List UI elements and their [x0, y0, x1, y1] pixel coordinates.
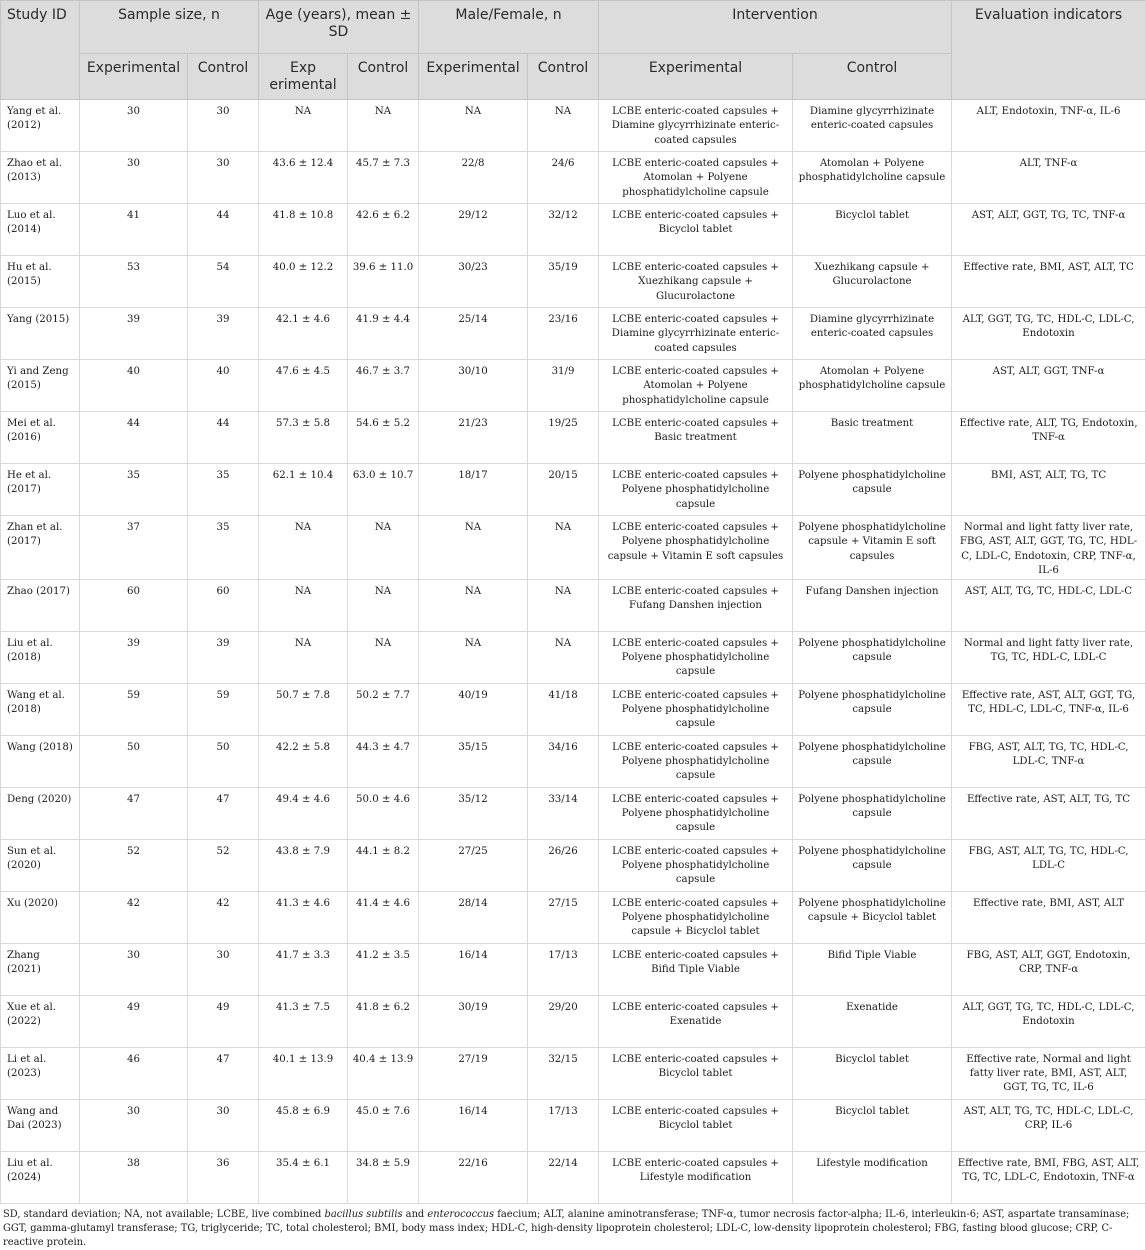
- sample-control-cell: 30: [188, 1099, 259, 1151]
- study-id-cell: Liu et al. (2018): [1, 631, 80, 683]
- sex-control-cell: 17/13: [528, 943, 599, 995]
- intervention-experimental-cell: LCBE enteric-coated capsules + Polyene phosphatidylcholine capsule: [599, 839, 793, 891]
- subheader-sample-control: Control: [188, 54, 259, 100]
- sex-control-cell: NA: [528, 631, 599, 683]
- table-row: [1, 308, 1145, 360]
- intervention-experimental-cell: LCBE enteric-coated capsules + Polyene phosphatidylcholine capsule: [599, 787, 793, 839]
- evaluation-indicators-cell: AST, ALT, GGT, TNF-α: [952, 360, 1145, 412]
- sample-experimental-cell: 52: [80, 839, 188, 891]
- sample-control-cell: 47: [188, 1047, 259, 1099]
- intervention-experimental-cell: LCBE enteric-coated capsules + Basic treatment: [599, 412, 793, 464]
- age-control-cell: 50.0 ± 4.6: [348, 787, 419, 839]
- evaluation-indicators-cell: Effective rate, BMI, AST, ALT: [952, 891, 1145, 943]
- header-sample-size: Sample size, n: [80, 1, 259, 54]
- sample-control-cell: 35: [188, 464, 259, 516]
- evaluation-indicators-cell: ALT, GGT, TG, TC, HDL-C, LDL-C, Endotoxin: [952, 308, 1145, 360]
- header-age: Age (years), mean ± SD: [259, 1, 419, 54]
- age-experimental-cell: 57.3 ± 5.8: [259, 412, 348, 464]
- intervention-experimental-cell: LCBE enteric-coated capsules + Exenatide: [599, 995, 793, 1047]
- sample-control-cell: 39: [188, 308, 259, 360]
- intervention-experimental-cell: LCBE enteric-coated capsules + Atomolan + Polyene phosphatidylcholine capsule: [599, 360, 793, 412]
- sex-experimental-cell: 18/17: [419, 464, 528, 516]
- sex-experimental-cell: NA: [419, 100, 528, 152]
- age-control-cell: 42.6 ± 6.2: [348, 204, 419, 256]
- intervention-experimental-cell: LCBE enteric-coated capsules + Fufang Danshen injection: [599, 579, 793, 631]
- sample-experimental-cell: 39: [80, 631, 188, 683]
- sample-experimental-cell: 49: [80, 995, 188, 1047]
- study-id-cell: Xu (2020): [1, 891, 80, 943]
- study-id-cell: Zhao et al. (2013): [1, 152, 80, 204]
- intervention-control-cell: Xuezhikang capsule + Glucurolactone: [793, 256, 952, 308]
- sex-control-cell: 33/14: [528, 787, 599, 839]
- study-id-cell: Deng (2020): [1, 787, 80, 839]
- age-experimental-cell: NA: [259, 579, 348, 631]
- sex-control-cell: 31/9: [528, 360, 599, 412]
- table-row: [1, 891, 1145, 943]
- table-body: [1, 100, 1145, 1204]
- sex-control-cell: 34/16: [528, 735, 599, 787]
- subheader-age-control: Control: [348, 54, 419, 100]
- table-row: [1, 1099, 1145, 1151]
- table-row: [1, 204, 1145, 256]
- sample-control-cell: 39: [188, 631, 259, 683]
- sample-experimental-cell: 59: [80, 683, 188, 735]
- sample-experimental-cell: 39: [80, 308, 188, 360]
- evaluation-indicators-cell: AST, ALT, TG, TC, HDL-C, LDL-C, CRP, IL-6: [952, 1099, 1145, 1151]
- age-experimental-cell: 49.4 ± 4.6: [259, 787, 348, 839]
- sex-experimental-cell: 27/19: [419, 1047, 528, 1099]
- age-control-cell: 34.8 ± 5.9: [348, 1151, 419, 1203]
- sample-experimental-cell: 47: [80, 787, 188, 839]
- study-id-cell: Yang et al. (2012): [1, 100, 80, 152]
- sex-control-cell: 19/25: [528, 412, 599, 464]
- intervention-control-cell: Atomolan + Polyene phosphatidylcholine capsule: [793, 360, 952, 412]
- study-id-cell: Wang and Dai (2023): [1, 1099, 80, 1151]
- sex-experimental-cell: NA: [419, 579, 528, 631]
- sex-control-cell: NA: [528, 579, 599, 631]
- intervention-control-cell: Fufang Danshen injection: [793, 579, 952, 631]
- intervention-experimental-cell: LCBE enteric-coated capsules + Diamine glycyrrhizinate enteric-coated capsules: [599, 100, 793, 152]
- evaluation-indicators-cell: ALT, TNF-α: [952, 152, 1145, 204]
- evaluation-indicators-cell: AST, ALT, TG, TC, HDL-C, LDL-C: [952, 579, 1145, 631]
- table-row: [1, 683, 1145, 735]
- footnote-text-1: SD, standard deviation; NA, not available; LCBE, live combined: [3, 1209, 325, 1220]
- intervention-experimental-cell: LCBE enteric-coated capsules + Lifestyle modification: [599, 1151, 793, 1203]
- age-experimental-cell: NA: [259, 100, 348, 152]
- sex-experimental-cell: NA: [419, 631, 528, 683]
- intervention-control-cell: Polyene phosphatidylcholine capsule: [793, 631, 952, 683]
- intervention-control-cell: Basic treatment: [793, 412, 952, 464]
- table-row: [1, 464, 1145, 516]
- sample-control-cell: 50: [188, 735, 259, 787]
- sex-control-cell: 41/18: [528, 683, 599, 735]
- age-control-cell: 45.7 ± 7.3: [348, 152, 419, 204]
- sex-experimental-cell: 29/12: [419, 204, 528, 256]
- study-id-cell: Zhang (2021): [1, 943, 80, 995]
- intervention-control-cell: Polyene phosphatidylcholine capsule: [793, 683, 952, 735]
- sample-experimental-cell: 53: [80, 256, 188, 308]
- sex-experimental-cell: 22/8: [419, 152, 528, 204]
- intervention-experimental-cell: LCBE enteric-coated capsules + Bicyclol tablet: [599, 1047, 793, 1099]
- intervention-experimental-cell: LCBE enteric-coated capsules + Bifid Tiple Viable: [599, 943, 793, 995]
- subheader-age-experimental: Exp erimental: [259, 54, 348, 100]
- age-control-cell: 41.9 ± 4.4: [348, 308, 419, 360]
- intervention-control-cell: Polyene phosphatidylcholine capsule + Vitamin E soft capsules: [793, 516, 952, 580]
- study-id-cell: Zhao (2017): [1, 579, 80, 631]
- intervention-control-cell: Polyene phosphatidylcholine capsule + Bicyclol tablet: [793, 891, 952, 943]
- study-id-cell: Li et al. (2023): [1, 1047, 80, 1099]
- intervention-experimental-cell: LCBE enteric-coated capsules + Polyene phosphatidylcholine capsule: [599, 735, 793, 787]
- sample-control-cell: 54: [188, 256, 259, 308]
- header-study-id: Study ID: [1, 1, 80, 100]
- table-row: [1, 100, 1145, 152]
- intervention-control-cell: Diamine glycyrrhizinate enteric-coated capsules: [793, 308, 952, 360]
- study-id-cell: Mei et al. (2016): [1, 412, 80, 464]
- age-experimental-cell: 41.3 ± 4.6: [259, 891, 348, 943]
- evaluation-indicators-cell: ALT, Endotoxin, TNF-α, IL-6: [952, 100, 1145, 152]
- sample-experimental-cell: 35: [80, 464, 188, 516]
- sample-control-cell: 42: [188, 891, 259, 943]
- intervention-experimental-cell: LCBE enteric-coated capsules + Polyene phosphatidylcholine capsule: [599, 464, 793, 516]
- age-control-cell: 63.0 ± 10.7: [348, 464, 419, 516]
- intervention-experimental-cell: LCBE enteric-coated capsules + Diamine glycyrrhizinate enteric-coated capsules: [599, 308, 793, 360]
- sample-control-cell: 30: [188, 152, 259, 204]
- intervention-experimental-cell: LCBE enteric-coated capsules + Bicyclol tablet: [599, 1099, 793, 1151]
- sex-control-cell: 32/12: [528, 204, 599, 256]
- intervention-experimental-cell: LCBE enteric-coated capsules + Xuezhikang capsule + Glucurolactone: [599, 256, 793, 308]
- sample-control-cell: 44: [188, 204, 259, 256]
- sample-control-cell: 30: [188, 100, 259, 152]
- intervention-experimental-cell: LCBE enteric-coated capsules + Polyene phosphatidylcholine capsule: [599, 683, 793, 735]
- intervention-control-cell: Polyene phosphatidylcholine capsule: [793, 839, 952, 891]
- sample-control-cell: 36: [188, 1151, 259, 1203]
- evaluation-indicators-cell: FBG, AST, ALT, GGT, Endotoxin, CRP, TNF-α: [952, 943, 1145, 995]
- header-male-female: Male/Female, n: [419, 1, 599, 54]
- sample-experimental-cell: 42: [80, 891, 188, 943]
- age-control-cell: 45.0 ± 7.6: [348, 1099, 419, 1151]
- study-id-cell: Yang (2015): [1, 308, 80, 360]
- evaluation-indicators-cell: Effective rate, ALT, TG, Endotoxin, TNF-α: [952, 412, 1145, 464]
- table-row: [1, 256, 1145, 308]
- sex-experimental-cell: 22/16: [419, 1151, 528, 1203]
- table-row: [1, 152, 1145, 204]
- table-header: [1, 1, 1145, 100]
- sex-experimental-cell: 28/14: [419, 891, 528, 943]
- sex-experimental-cell: 16/14: [419, 943, 528, 995]
- study-id-cell: Sun et al. (2020): [1, 839, 80, 891]
- age-experimental-cell: 41.3 ± 7.5: [259, 995, 348, 1047]
- evaluation-indicators-cell: Effective rate, Normal and light fatty liver rate, BMI, AST, ALT, GGT, TG, TC, IL-6: [952, 1047, 1145, 1099]
- age-experimental-cell: NA: [259, 631, 348, 683]
- intervention-control-cell: Bicyclol tablet: [793, 204, 952, 256]
- intervention-experimental-cell: LCBE enteric-coated capsules + Polyene phosphatidylcholine capsule: [599, 631, 793, 683]
- sex-control-cell: NA: [528, 516, 599, 580]
- sex-control-cell: 29/20: [528, 995, 599, 1047]
- table-row: [1, 1047, 1145, 1099]
- intervention-control-cell: Bicyclol tablet: [793, 1099, 952, 1151]
- study-id-cell: Luo et al. (2014): [1, 204, 80, 256]
- sex-experimental-cell: 16/14: [419, 1099, 528, 1151]
- study-id-cell: Yi and Zeng (2015): [1, 360, 80, 412]
- sex-experimental-cell: 30/19: [419, 995, 528, 1047]
- sample-control-cell: 44: [188, 412, 259, 464]
- evaluation-indicators-cell: Normal and light fatty liver rate, TG, TC, HDL-C, LDL-C: [952, 631, 1145, 683]
- table-footnote: [0, 1204, 1145, 1250]
- intervention-experimental-cell: LCBE enteric-coated capsules + Polyene phosphatidylcholine capsule + Bicyclol tablet: [599, 891, 793, 943]
- sample-experimental-cell: 40: [80, 360, 188, 412]
- header-evaluation-indicators: Evaluation indicators: [952, 1, 1145, 100]
- evaluation-indicators-cell: Effective rate, AST, ALT, TG, TC: [952, 787, 1145, 839]
- sex-experimental-cell: NA: [419, 516, 528, 580]
- age-experimental-cell: 41.7 ± 3.3: [259, 943, 348, 995]
- age-control-cell: 41.2 ± 3.5: [348, 943, 419, 995]
- age-experimental-cell: 42.1 ± 4.6: [259, 308, 348, 360]
- sample-control-cell: 35: [188, 516, 259, 580]
- evaluation-indicators-cell: Normal and light fatty liver rate, FBG, AST, ALT, GGT, TG, TC, HDL-C, LDL-C, Endotoxin, CRP, TNF-α, IL-6: [952, 516, 1145, 580]
- sex-control-cell: 23/16: [528, 308, 599, 360]
- intervention-control-cell: Atomolan + Polyene phosphatidylcholine capsule: [793, 152, 952, 204]
- table-row: [1, 995, 1145, 1047]
- intervention-control-cell: Polyene phosphatidylcholine capsule: [793, 787, 952, 839]
- intervention-control-cell: Diamine glycyrrhizinate enteric-coated capsules: [793, 100, 952, 152]
- sample-control-cell: 40: [188, 360, 259, 412]
- age-experimental-cell: 40.0 ± 12.2: [259, 256, 348, 308]
- age-experimental-cell: 43.6 ± 12.4: [259, 152, 348, 204]
- intervention-control-cell: Bicyclol tablet: [793, 1047, 952, 1099]
- sample-experimental-cell: 37: [80, 516, 188, 580]
- table-row: [1, 735, 1145, 787]
- sex-control-cell: 35/19: [528, 256, 599, 308]
- evaluation-indicators-cell: Effective rate, AST, ALT, GGT, TG, TC, HDL-C, LDL-C, TNF-α, IL-6: [952, 683, 1145, 735]
- subheader-intervention-control: Control: [793, 54, 952, 100]
- study-id-cell: Hu et al. (2015): [1, 256, 80, 308]
- intervention-control-cell: Polyene phosphatidylcholine capsule: [793, 464, 952, 516]
- sex-experimental-cell: 27/25: [419, 839, 528, 891]
- sample-experimental-cell: 30: [80, 1099, 188, 1151]
- age-experimental-cell: NA: [259, 516, 348, 580]
- table-row: [1, 787, 1145, 839]
- sex-experimental-cell: 35/15: [419, 735, 528, 787]
- sex-control-cell: 32/15: [528, 1047, 599, 1099]
- sample-control-cell: 60: [188, 579, 259, 631]
- sex-experimental-cell: 25/14: [419, 308, 528, 360]
- sex-control-cell: 20/15: [528, 464, 599, 516]
- age-control-cell: 44.1 ± 8.2: [348, 839, 419, 891]
- age-control-cell: NA: [348, 579, 419, 631]
- sex-control-cell: 17/13: [528, 1099, 599, 1151]
- age-control-cell: 41.8 ± 6.2: [348, 995, 419, 1047]
- subheader-sex-control: Control: [528, 54, 599, 100]
- study-id-cell: Liu et al. (2024): [1, 1151, 80, 1203]
- footnote-italic-2: enterococcus: [427, 1209, 494, 1220]
- intervention-control-cell: Exenatide: [793, 995, 952, 1047]
- sample-experimental-cell: 30: [80, 100, 188, 152]
- sex-control-cell: 26/26: [528, 839, 599, 891]
- sex-experimental-cell: 40/19: [419, 683, 528, 735]
- age-control-cell: 44.3 ± 4.7: [348, 735, 419, 787]
- footnote-italic-1: bacillus subtilis: [325, 1209, 403, 1220]
- subheader-sex-experimental: Experimental: [419, 54, 528, 100]
- intervention-experimental-cell: LCBE enteric-coated capsules + Polyene phosphatidylcholine capsule + Vitamin E soft capsules: [599, 516, 793, 580]
- study-id-cell: Wang (2018): [1, 735, 80, 787]
- sex-control-cell: 22/14: [528, 1151, 599, 1203]
- sex-experimental-cell: 30/10: [419, 360, 528, 412]
- age-experimental-cell: 50.7 ± 7.8: [259, 683, 348, 735]
- evaluation-indicators-cell: FBG, AST, ALT, TG, TC, HDL-C, LDL-C: [952, 839, 1145, 891]
- sample-experimental-cell: 50: [80, 735, 188, 787]
- age-control-cell: 40.4 ± 13.9: [348, 1047, 419, 1099]
- footnote-text-3: faecium; ALT, alanine aminotransferase; TNF-α, tumor necrosis factor-alpha; IL-6, interleukin-6; AST, aspartate transaminase; GGT, gamma-glutamyl transferase; TG, triglyceride; TC, total cholesterol; BMI, body mass index; HDL-C, high-density lipoprotein cholesterol; LDL-C, low-density lipoprotein cholesterol; FBG, fasting blood glucose; CRP, C-reactive protein.: [3, 1209, 1129, 1248]
- age-control-cell: 54.6 ± 5.2: [348, 412, 419, 464]
- sample-experimental-cell: 41: [80, 204, 188, 256]
- age-control-cell: 46.7 ± 3.7: [348, 360, 419, 412]
- sex-control-cell: 27/15: [528, 891, 599, 943]
- sample-experimental-cell: 44: [80, 412, 188, 464]
- sample-control-cell: 49: [188, 995, 259, 1047]
- age-control-cell: 41.4 ± 4.6: [348, 891, 419, 943]
- evaluation-indicators-cell: FBG, AST, ALT, TG, TC, HDL-C, LDL-C, TNF-α: [952, 735, 1145, 787]
- age-control-cell: 39.6 ± 11.0: [348, 256, 419, 308]
- age-experimental-cell: 47.6 ± 4.5: [259, 360, 348, 412]
- sample-control-cell: 59: [188, 683, 259, 735]
- age-experimental-cell: 62.1 ± 10.4: [259, 464, 348, 516]
- table-row: [1, 579, 1145, 631]
- sample-experimental-cell: 30: [80, 152, 188, 204]
- study-id-cell: Wang et al. (2018): [1, 683, 80, 735]
- sample-experimental-cell: 30: [80, 943, 188, 995]
- subheader-sample-experimental: Experimental: [80, 54, 188, 100]
- header-intervention: Intervention: [599, 1, 952, 54]
- study-id-cell: He et al. (2017): [1, 464, 80, 516]
- age-experimental-cell: 35.4 ± 6.1: [259, 1151, 348, 1203]
- sample-experimental-cell: 46: [80, 1047, 188, 1099]
- evaluation-indicators-cell: AST, ALT, GGT, TG, TC, TNF-α: [952, 204, 1145, 256]
- sex-control-cell: 24/6: [528, 152, 599, 204]
- table-row: [1, 360, 1145, 412]
- evaluation-indicators-cell: Effective rate, BMI, AST, ALT, TC: [952, 256, 1145, 308]
- table-row: [1, 839, 1145, 891]
- age-experimental-cell: 42.2 ± 5.8: [259, 735, 348, 787]
- evaluation-indicators-cell: Effective rate, BMI, FBG, AST, ALT, TG, TC, LDL-C, Endotoxin, TNF-α: [952, 1151, 1145, 1203]
- age-control-cell: NA: [348, 631, 419, 683]
- sample-control-cell: 52: [188, 839, 259, 891]
- study-id-cell: Xue et al. (2022): [1, 995, 80, 1047]
- age-control-cell: NA: [348, 100, 419, 152]
- age-experimental-cell: 45.8 ± 6.9: [259, 1099, 348, 1151]
- sample-experimental-cell: 60: [80, 579, 188, 631]
- intervention-control-cell: Lifestyle modification: [793, 1151, 952, 1203]
- evaluation-indicators-cell: BMI, AST, ALT, TG, TC: [952, 464, 1145, 516]
- age-experimental-cell: 40.1 ± 13.9: [259, 1047, 348, 1099]
- age-control-cell: 50.2 ± 7.7: [348, 683, 419, 735]
- table-row: [1, 631, 1145, 683]
- sex-experimental-cell: 30/23: [419, 256, 528, 308]
- intervention-control-cell: Bifid Tiple Viable: [793, 943, 952, 995]
- age-control-cell: NA: [348, 516, 419, 580]
- intervention-experimental-cell: LCBE enteric-coated capsules + Atomolan + Polyene phosphatidylcholine capsule: [599, 152, 793, 204]
- sex-experimental-cell: 35/12: [419, 787, 528, 839]
- intervention-experimental-cell: LCBE enteric-coated capsules + Bicyclol tablet: [599, 204, 793, 256]
- sample-control-cell: 30: [188, 943, 259, 995]
- table-row: [1, 412, 1145, 464]
- age-experimental-cell: 43.8 ± 7.9: [259, 839, 348, 891]
- sex-experimental-cell: 21/23: [419, 412, 528, 464]
- footnote-text-2: and: [403, 1209, 428, 1220]
- subheader-intervention-experimental: Experimental: [599, 54, 793, 100]
- intervention-control-cell: Polyene phosphatidylcholine capsule: [793, 735, 952, 787]
- age-experimental-cell: 41.8 ± 10.8: [259, 204, 348, 256]
- sample-control-cell: 47: [188, 787, 259, 839]
- sample-experimental-cell: 38: [80, 1151, 188, 1203]
- table-row: [1, 943, 1145, 995]
- sex-control-cell: NA: [528, 100, 599, 152]
- table-row: [1, 516, 1145, 580]
- evaluation-indicators-cell: ALT, GGT, TG, TC, HDL-C, LDL-C, Endotoxin: [952, 995, 1145, 1047]
- table-row: [1, 1151, 1145, 1203]
- study-id-cell: Zhan et al. (2017): [1, 516, 80, 580]
